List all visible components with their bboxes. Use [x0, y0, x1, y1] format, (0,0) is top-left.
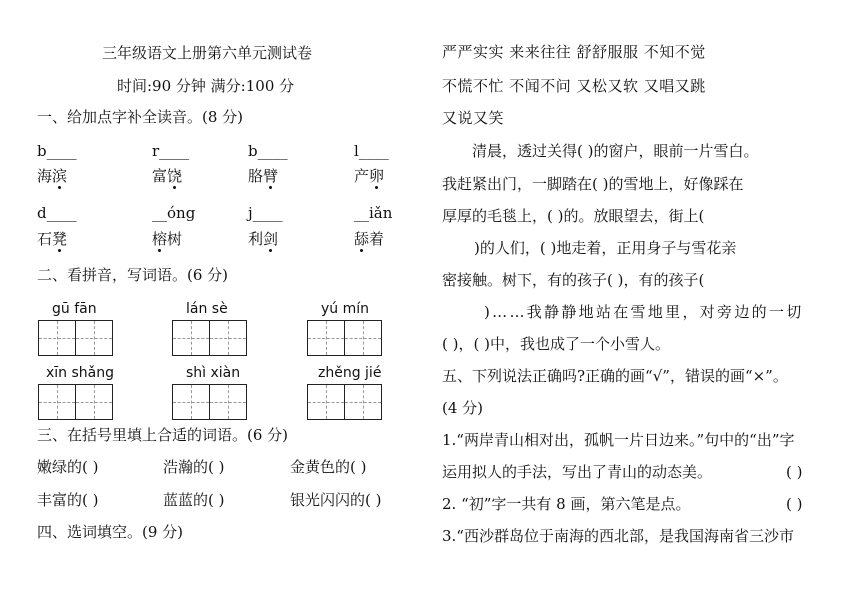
writing-grid[interactable] [38, 320, 113, 356]
fill-in-phrase: 浩瀚的( ) [163, 458, 225, 476]
answer-bracket[interactable]: ( ) [786, 463, 803, 481]
dotted-word: 海滨 [37, 167, 68, 185]
writing-grid[interactable] [307, 320, 382, 356]
writing-grid[interactable] [172, 384, 247, 420]
dotted-word: 产卵 [354, 167, 385, 185]
word-bank-line: 又说又笑 [442, 109, 505, 127]
word-bank-line: 不慌不忙 不闻不问 又松又软 又唱又跳 [442, 77, 706, 95]
pinyin-blank: l____ [354, 142, 389, 160]
dotted-word: 石凳 [37, 230, 68, 248]
statement-line: 1.“两岸青山相对出，孤帆一片日边来。”句中的“出”字 [442, 431, 795, 449]
pinyin-label: gū fān [52, 301, 97, 317]
pinyin-blank: __iǎn [354, 204, 393, 222]
writing-grid[interactable] [307, 384, 382, 420]
fill-in-phrase: 金黄色的( ) [290, 458, 367, 476]
section3-heading: 三、在括号里填上合适的词语。(6 分) [37, 426, 289, 444]
pinyin-blank: d____ [37, 204, 77, 222]
passage-line: 清晨，透过关得( )的窗户，眼前一片雪白。 [472, 142, 759, 160]
pinyin-label: zhěng jié [318, 365, 382, 381]
writing-grid[interactable] [38, 384, 113, 420]
fill-in-phrase: 丰富的( ) [37, 491, 99, 509]
section2-heading: 二、看拼音，写词语。(6 分) [37, 266, 229, 284]
statement-line: 2. “初”字一共有 8 画，第六笔是点。 [442, 495, 691, 513]
answer-bracket[interactable]: ( ) [786, 495, 803, 513]
pinyin-blank: b____ [248, 142, 288, 160]
passage-line: )的人们，( )地走着，正用身子与雪花亲 [474, 239, 737, 257]
passage-line: ( )，( )中，我也成了一个小雪人。 [442, 335, 670, 353]
pinyin-label: yú mín [321, 301, 370, 317]
writing-grid[interactable] [172, 320, 247, 356]
statement-line: 3.“西沙群岛位于南海的西北部，是我国海南省三沙市 [442, 527, 794, 545]
exam-meta: 时间:90 分钟 满分:100 分 [117, 77, 295, 95]
dotted-word: 舔着 [354, 230, 385, 248]
pinyin-blank: __óng [152, 204, 196, 222]
passage-line: 密接触。树下，有的孩子( )，有的孩子( [442, 271, 705, 289]
fill-in-phrase: 嫩绿的( ) [37, 458, 99, 476]
passage-line: 厚厚的毛毯上，( )的。放眼望去，街上( [442, 207, 705, 225]
statement-line: 运用拟人的手法，写出了青山的动态美。 [442, 463, 713, 481]
pinyin-label: lán sè [186, 301, 228, 317]
pinyin-blank: r____ [152, 142, 190, 160]
dotted-word: 胳臂 [248, 167, 279, 185]
word-bank-line: 严严实实 来来往往 舒舒服服 不知不觉 [442, 43, 706, 61]
dotted-word: 榕树 [152, 230, 183, 248]
pinyin-label: shì xiàn [186, 365, 241, 381]
section5-points: (4 分) [442, 399, 484, 417]
pinyin-blank: b____ [37, 142, 77, 160]
passage-line: )……我静静地站在雪地里，对旁边的一切 [484, 303, 804, 321]
page-title: 三年级语文上册第六单元测试卷 [102, 44, 313, 62]
pinyin-label: xīn shǎng [46, 365, 115, 381]
fill-in-phrase: 蓝蓝的( ) [163, 491, 225, 509]
fill-in-phrase: 银光闪闪的( ) [290, 491, 382, 509]
pinyin-blank: j____ [248, 204, 283, 222]
dotted-word: 利剑 [248, 230, 279, 248]
dotted-word: 富饶 [152, 167, 183, 185]
passage-line: 我赶紧出门，一脚踏在( )的雪地上，好像踩在 [442, 175, 744, 193]
section4-heading: 四、选词填空。(9 分) [37, 523, 184, 541]
section5-heading: 五、下列说法正确吗?正确的画“√”，错误的画“×”。 [442, 367, 788, 385]
section1-heading: 一、给加点字补全读音。(8 分) [37, 108, 244, 126]
